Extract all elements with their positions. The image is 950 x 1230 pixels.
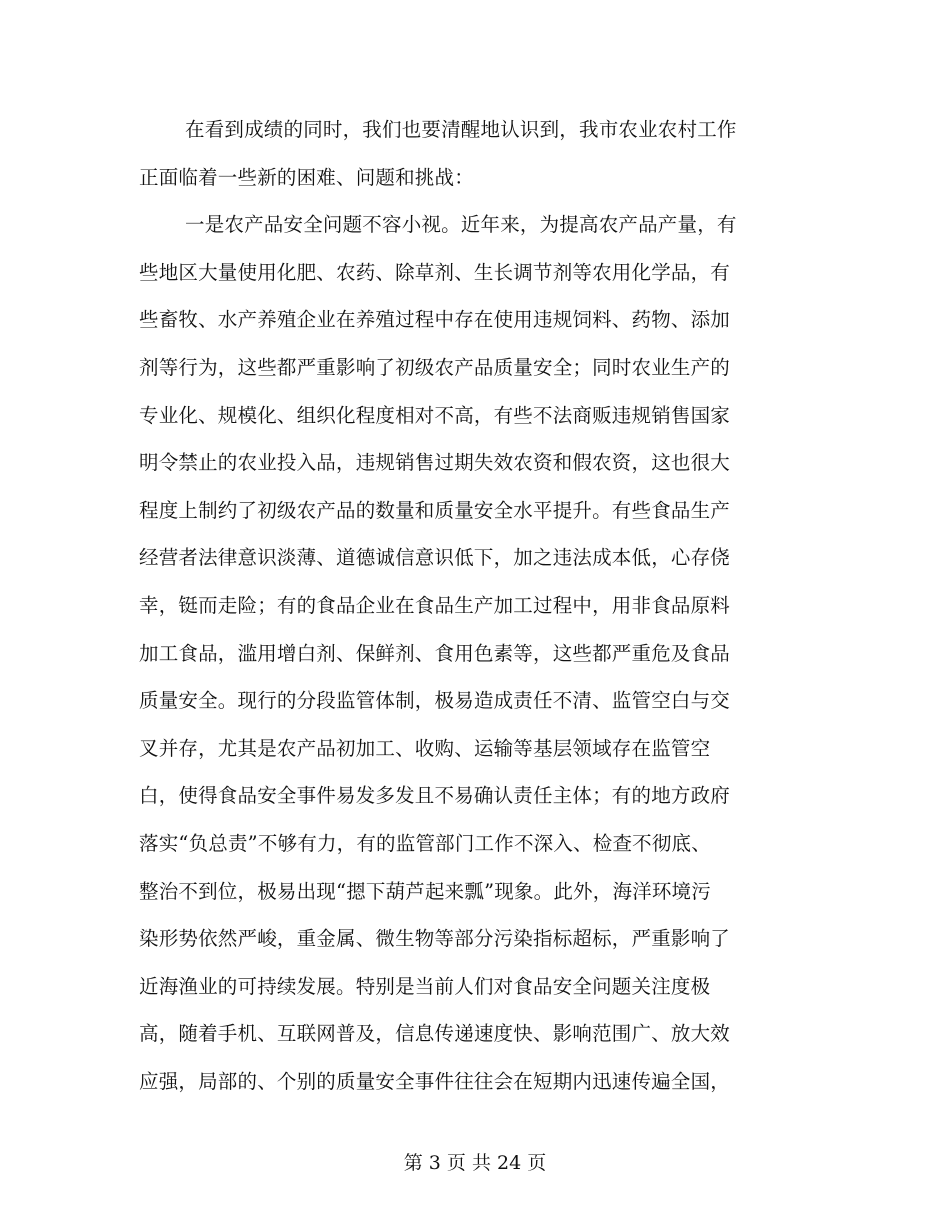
text-line: 正面临着一些新的困难、问题和挑战：	[139, 165, 474, 189]
text-line: 近海渔业的可持续发展。特别是当前人们对食品安全问题关注度极	[139, 974, 711, 998]
text-line: 叉并存，尤其是农产品初加工、收购、运输等基层领域存在监管空	[139, 736, 711, 760]
text-line: 剂等行为，这些都严重影响了初级农产品质量安全；同时农业生产的	[139, 355, 731, 379]
text-line: 些畜牧、水产养殖企业在养殖过程中存在使用违规饲料、药物、添加	[139, 308, 731, 332]
text-line: 质量安全。现行的分段监管体制，极易造成责任不清、监管空白与交	[139, 689, 731, 713]
document-body	[139, 106, 759, 1105]
text-line: 幸，铤而走险；有的食品企业在食品生产加工过程中，用非食品原料	[139, 593, 731, 617]
text-line: 整治不到位，极易出现“摁下葫芦起来瓢”现象。此外，海洋环境污	[139, 879, 711, 903]
text-line: 白，使得食品安全事件易发多发且不易确认责任主体；有的地方政府	[139, 784, 731, 808]
text-line: 落实“负总责”不够有力，有的监管部门工作不深入、检查不彻底、	[139, 831, 711, 855]
text-line: 程度上制约了初级农产品的数量和质量安全水平提升。有些食品生产	[139, 498, 731, 522]
text-line: 经营者法律意识淡薄、道德诚信意识低下，加之违法成本低，心存侥	[139, 546, 731, 570]
text-line: 染形势依然严峻，重金属、微生物等部分污染指标超标，严重影响了	[139, 927, 731, 951]
text-line: 高，随着手机、互联网普及，信息传递速度快、影响范围广、放大效	[139, 1022, 731, 1046]
text-line: 些地区大量使用化肥、农药、除草剂、生长调节剂等农用化学品，有	[139, 260, 731, 284]
text-line: 一是农产品安全问题不容小视。近年来，为提高农产品产量，有	[185, 213, 737, 237]
text-line: 专业化、规模化、组织化程度相对不高，有些不法商贩违规销售国家	[139, 403, 731, 427]
page-number-footer: 第 3 页 共 24 页	[403, 1152, 547, 1174]
text-line: 明令禁止的农业投入品，违规销售过期失效农资和假农资，这也很大	[139, 451, 731, 475]
text-line: 加工食品，滥用增白剂、保鲜剂、食用色素等，这些都严重危及食品	[139, 641, 731, 665]
text-line: 在看到成绩的同时，我们也要清醒地认识到，我市农业农村工作	[185, 118, 737, 141]
text-line: 应强，局部的、个别的质量安全事件往往会在短期内迅速传遍全国，	[139, 1069, 731, 1093]
